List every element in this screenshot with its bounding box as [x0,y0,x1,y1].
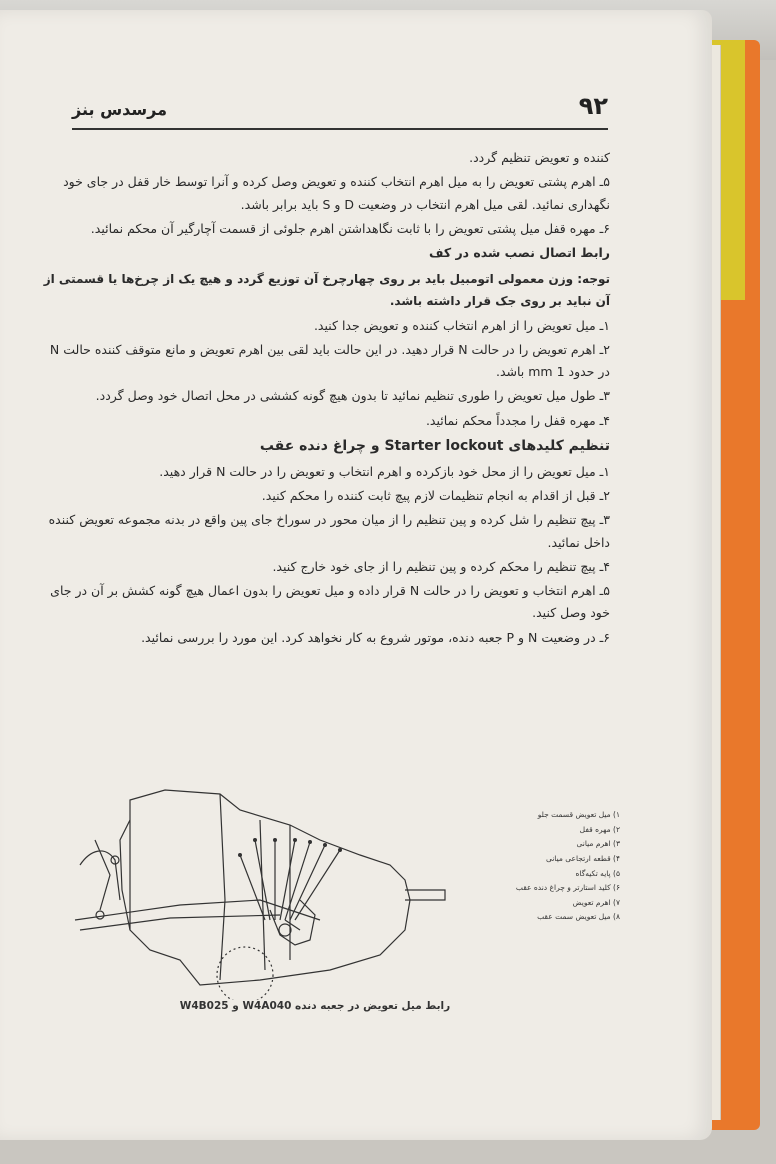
page-header [72,92,608,134]
paragraph: ۶ـ مهره قفل میل پشتی تعویض را با ثابت نگاهداشتن اهرم جلوئی از قسمت آچارگیر آن محکم نمائید. [90,220,610,236]
legend-item: ۳) اهرم میانی [576,839,620,849]
paragraph: کننده و تعویض تنظیم گردد. [469,150,610,165]
page-number: ۹۲ [578,92,608,120]
running-title: مرسدس بنز [72,100,167,119]
page-body [38,147,610,651]
paragraph: ۱ـ میل تعویض را از اهرم انتخاب کننده و تعویض جدا کنید. [313,317,610,333]
paragraph: ۴ـ مهره قفل را مجدداً محکم نمائید. [425,412,610,428]
paragraph: ۵ـ اهرم انتخاب و تعویض را در حالت N قرار داده و میل تعویض را بدون اعمال هیچ گونه کشش بر آن در جای خود وصل کنید. [50,583,610,621]
paragraph: ۲ـ قبل از اقدام به انجام تنظیمات لازم پیچ ثابت کننده را محکم کنید. [261,488,610,504]
paragraph: ۳ـ طول میل تعویض را طوری تنظیم نمائید تا بدون هیچ گونه کششی در محل اتصال خود وصل گردد. [95,388,610,404]
legend-item: ۸) میل تعویض سمت عقب [537,912,620,922]
figure-legend [470,808,620,925]
paragraph: ۱ـ میل تعویض را از محل خود بازکرده و اهرم انتخاب و تعویض را در حالت N قرار دهید. [159,463,610,479]
subheading: رابط اتصال نصب شده در کف [428,245,610,260]
paragraph: ۵ـ اهرم پشتی تعویض را به میل اهرم انتخاب کننده و تعویض وصل کرده و آنرا توسط خار قفل در جای خود نگهداری نمائید. لقی میل اهرم انتخاب در وضعیت D و S باید برابر باشد. [63,174,610,212]
legend-item: ۵) پایه تکیه‌گاه [575,868,620,878]
header-rule [72,128,608,130]
legend-item: ۷) اهرم تعویض [572,897,620,907]
paragraph: ۴ـ پیچ تنظیم را محکم کرده و پین تنظیم را از جای خود خارج کنید. [272,558,610,574]
legend-item: ۴) قطعه ارتجاعی میانی [545,853,620,863]
paragraph: ۲ـ اهرم تعویض را در حالت N قرار دهید. در این حالت باید لقی بین اهرم تعویض و مانع متوقف کننده حالت N در حدود 1 mm باشد. [49,341,610,380]
note: توجه: وزن معمولی اتومبیل باید بر روی چهارچرخ آن توزیع گردد و هیچ یک از چرخ‌ها یا قسمتی از آن نباید بر روی جک قرار داشته باشد. [43,272,610,309]
transmission-diagram [60,780,480,1000]
paragraph: ۶ـ در وضعیت N و P جعبه دنده، موتور شروع به کار نخواهد کرد. این مورد را بررسی نمائید. [141,629,610,645]
legend-item: ۶) کلید استارتر و چراغ دنده عقب [515,883,620,893]
legend-item: ۲) مهره قفل [579,824,620,834]
paragraph: ۳ـ پیچ تنظیم را شل کرده و پین تنظیم را از میان محور در سوراخ جای پین واقع در بدنه مجموعه تعویض کننده داخل نمائید. [48,512,610,550]
section-title: تنظیم کلیدهای Starter lockout و چراغ دنده عقب [259,437,610,454]
figure-caption: رابط میل تعویض در جعبه دنده W4A040 و W4B025 [179,1000,451,1012]
legend-item: ۱) میل تعویض قسمت جلو [537,810,620,819]
